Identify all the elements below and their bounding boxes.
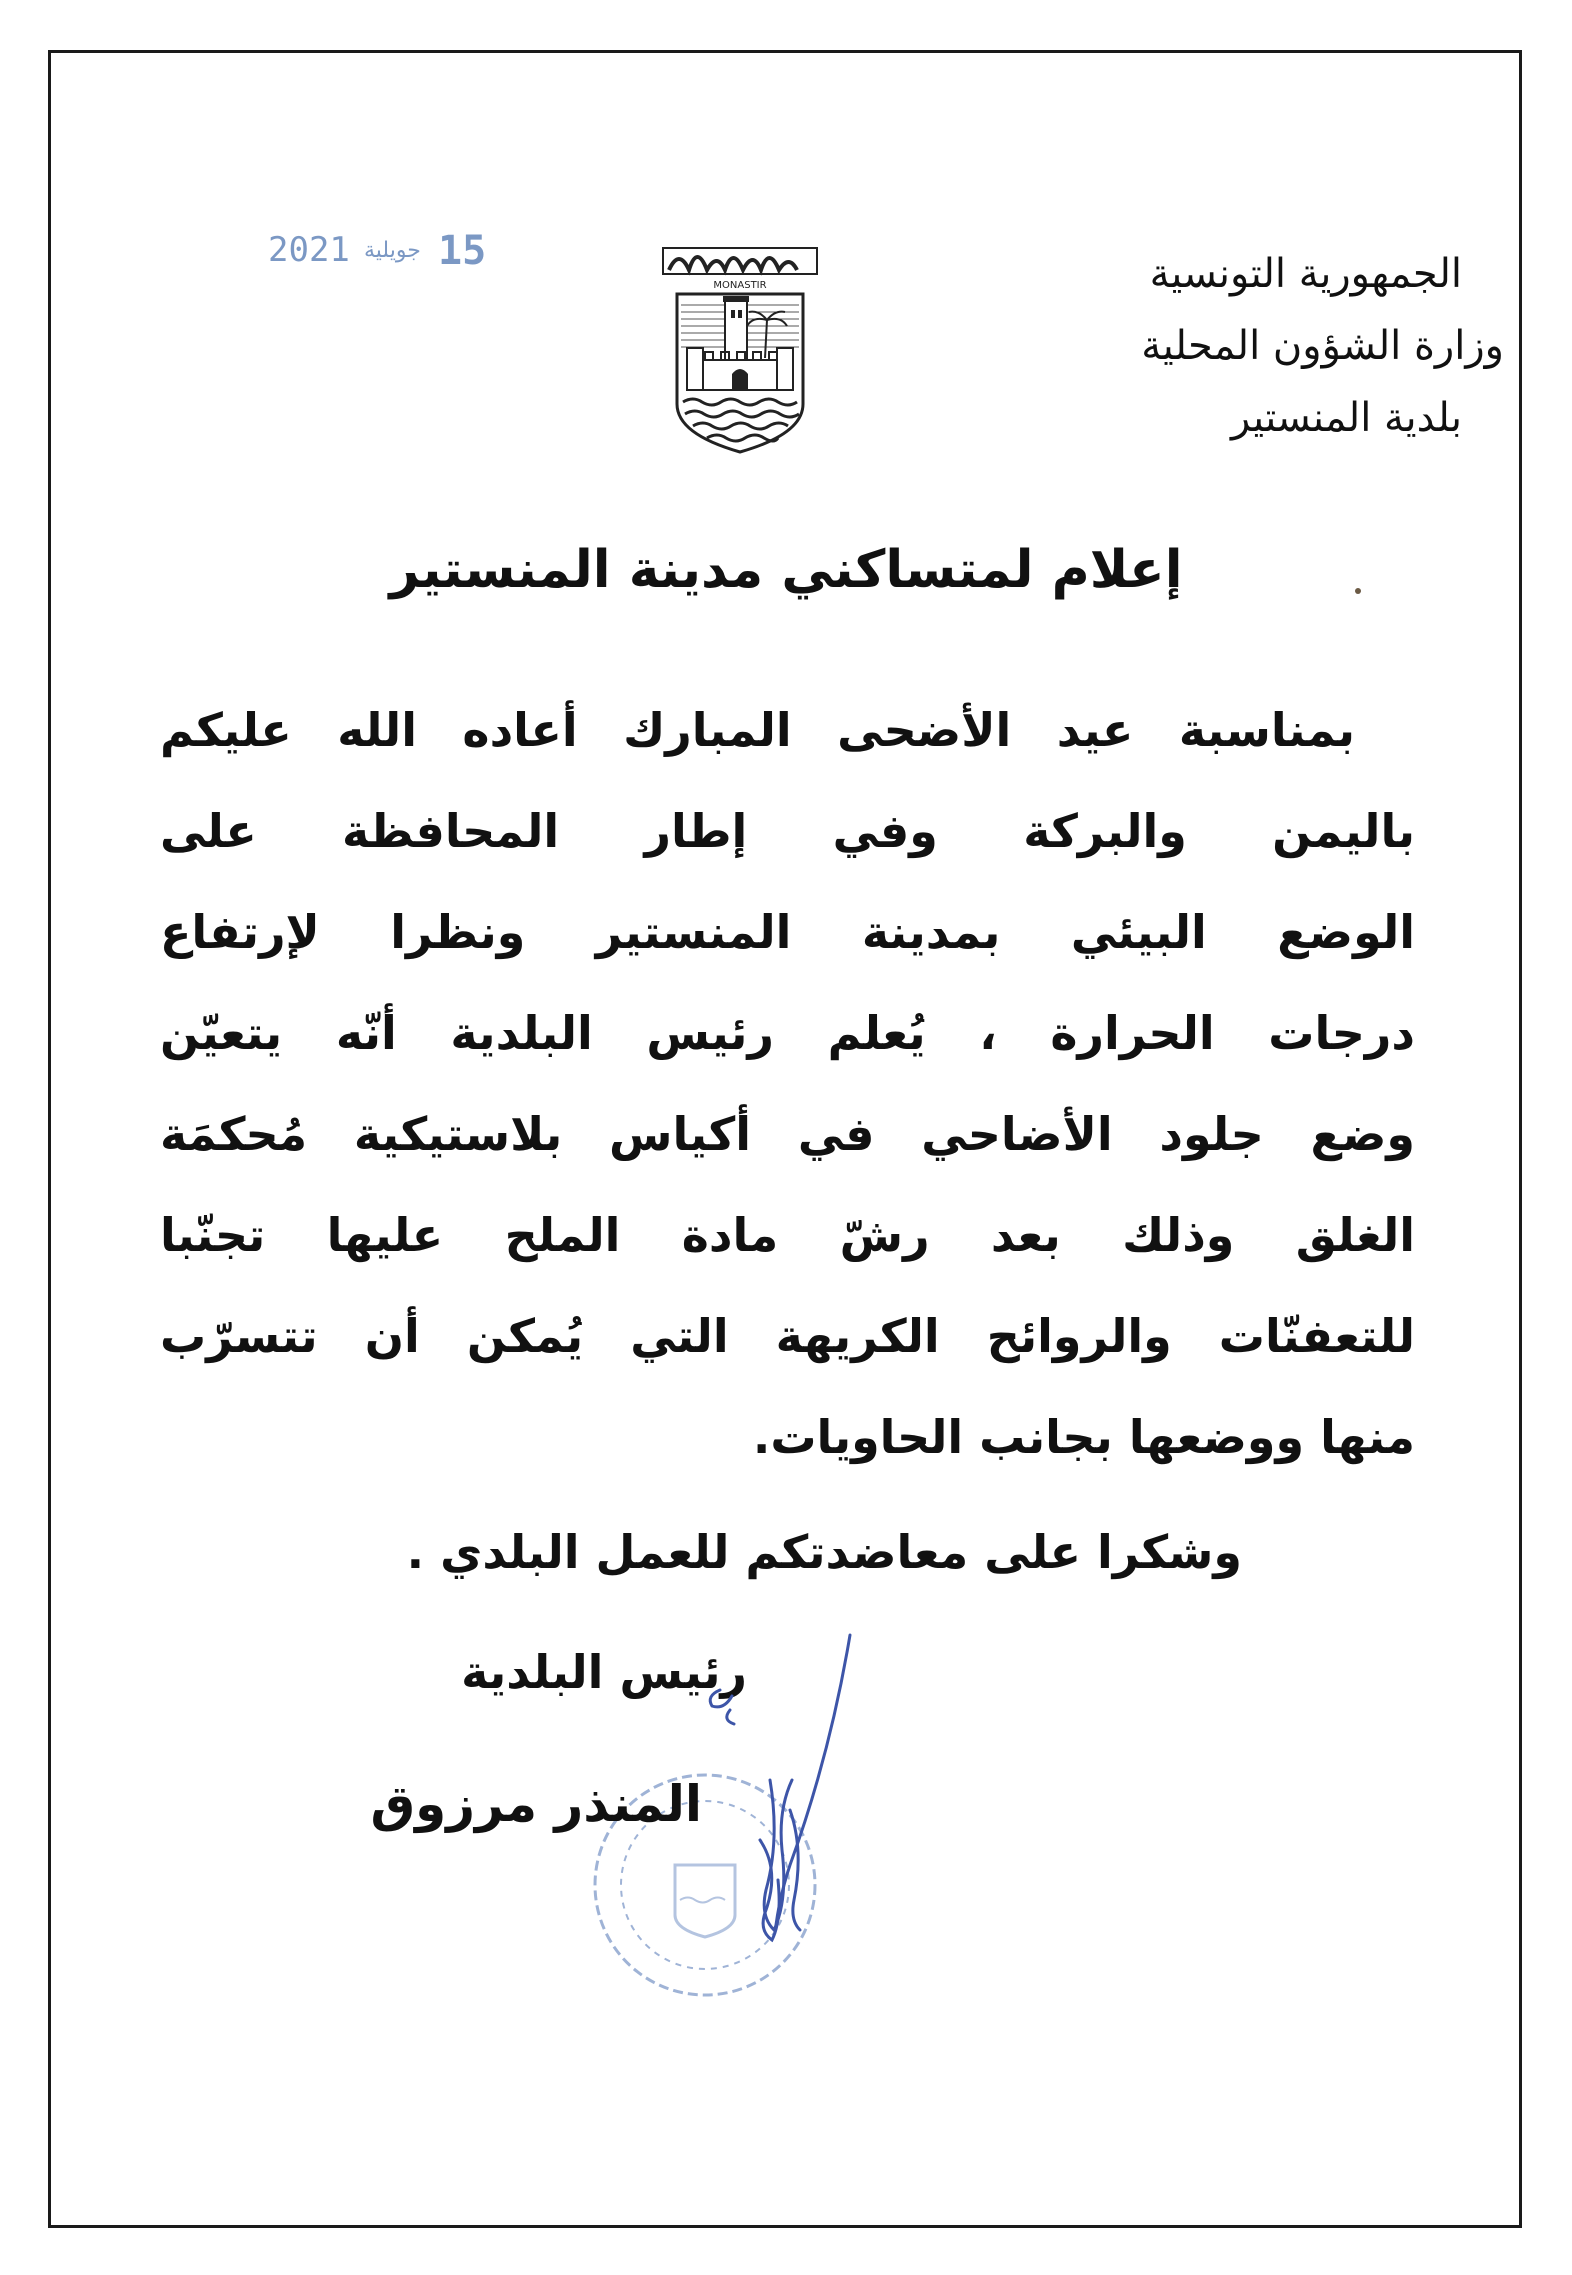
municipality-line: بلدية المنستير [1230, 395, 1462, 441]
date-stamp-day: 15 [438, 228, 487, 274]
republic-line: الجمهورية التونسية [1149, 251, 1462, 297]
document-title: إعلام لمتساكني مدينة المنستير [389, 540, 1183, 600]
body-line: وضع جلود الأضاحي في أكياس بلاستيكية مُحكمَة [160, 1107, 1415, 1161]
body-line: بمناسبة عيد الأضحى المبارك أعاده الله عليكم [160, 703, 1355, 757]
body-line: الوضع البيئي بمدينة المنستير ونظرا لإرتفاع [160, 905, 1415, 959]
letterhead [942, 238, 1504, 454]
handwritten-signature-icon [700, 1630, 880, 1980]
body-line: الغلق وذلك بعد رشّ مادة الملح عليها تجنّبا [160, 1208, 1415, 1262]
body-line: للتعفنّات والروائح الكريهة التي يُمكن أن تتسرّب [160, 1309, 1415, 1363]
announcement-body [160, 680, 1415, 1488]
date-stamp [268, 226, 488, 276]
monastir-emblem-icon [655, 230, 825, 460]
body-line: درجات الحرارة ، يُعلم رئيس البلدية أنّه يتعيّن [160, 1006, 1415, 1060]
ministry-line: وزارة الشؤون المحلية [1141, 323, 1504, 369]
svg-text:MONASTIR: MONASTIR [713, 280, 767, 291]
date-stamp-year: 2021 [268, 230, 350, 270]
closing-line: وشكرا على معاضدتكم للعمل البلدي . [406, 1525, 1242, 1579]
signatory-name: المنذر مرزوق [370, 1775, 702, 1833]
date-stamp-month: جويلية [364, 238, 421, 263]
body-line: باليمن والبركة وفي إطار المحافظة على [160, 804, 1415, 858]
signatory-title: رئيس البلدية [461, 1645, 747, 1699]
body-line: منها ووضعها بجانب الحاويات. [752, 1410, 1415, 1464]
